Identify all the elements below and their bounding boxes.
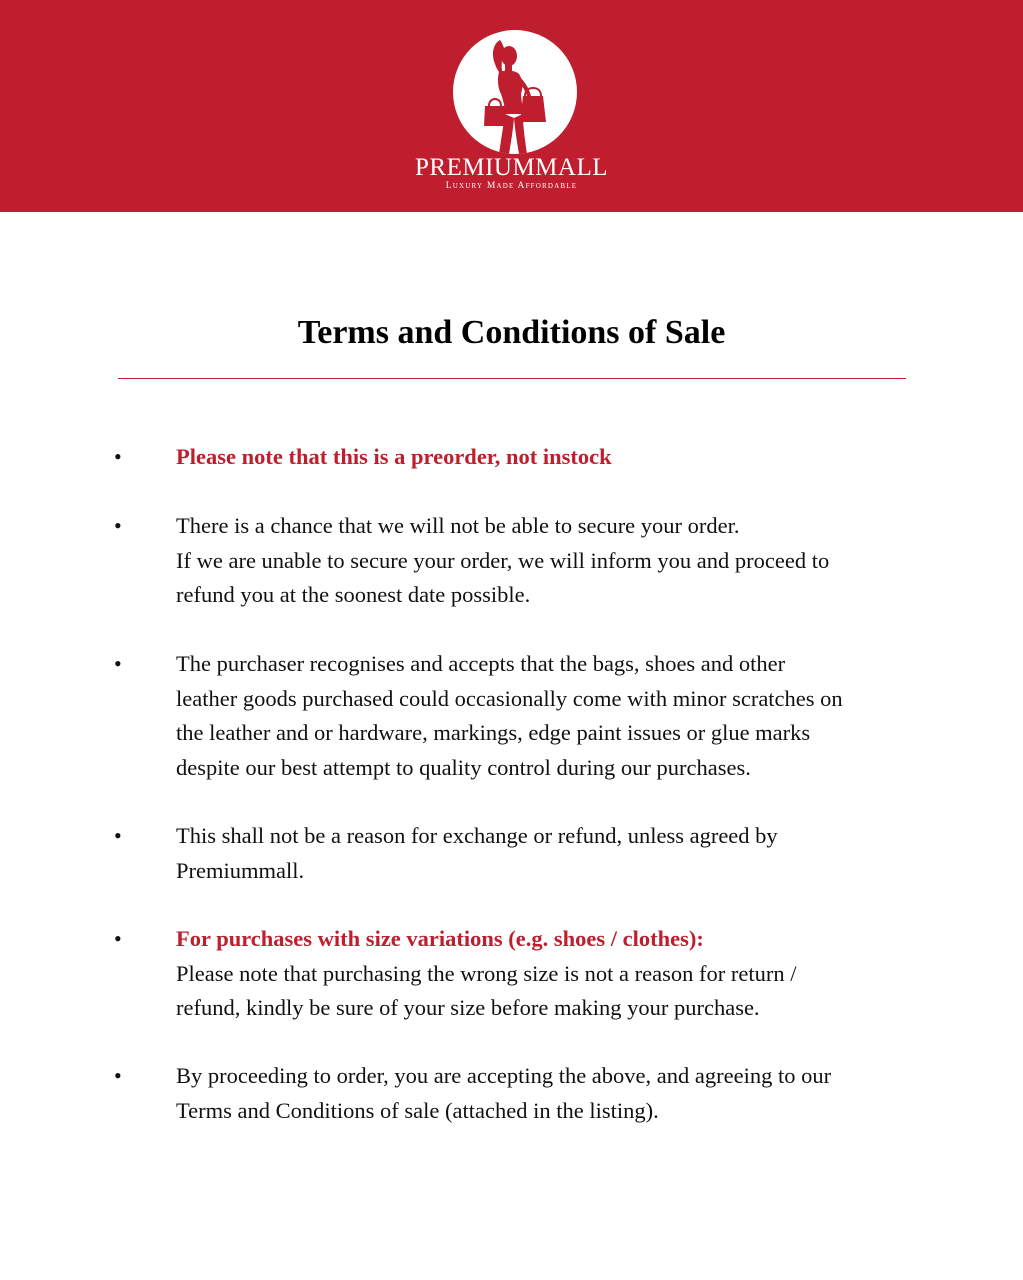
term-text [176,440,936,475]
term-line: leather goods purchased could occasionally come with minor scratches on [176,685,843,711]
term-text [176,922,936,1026]
bullet-icon: • [114,823,122,848]
brand-name: PREMIUMMALL [414,154,608,181]
title-divider [118,378,906,379]
term-text [176,509,936,613]
term-line: By proceeding to order, you are accepting the above, and agreeing to our [176,1063,832,1088]
term-line: There is a chance that we will not be able to secure your order. [176,513,740,538]
bullet-icon: • [114,926,122,951]
term-text [176,647,936,785]
term-line: Premiummall. [176,857,305,883]
term-line: despite our best attempt to quality control during our purchases. [176,754,751,780]
term-text [176,1059,936,1128]
term-line: refund, kindly be sure of your size before making your purchase. [176,995,760,1020]
brand-logo [453,30,577,154]
shopper-woman-icon [453,30,577,154]
brand-tagline: Luxury Made Affordable [445,181,578,191]
term-line: Please note that purchasing the wrong size is not a reason for return / [176,960,797,986]
term-line: the leather and or hardware, markings, edge paint issues or glue marks [176,720,811,745]
bullet-icon: • [114,513,122,538]
bullet-icon: • [114,651,122,676]
term-text [176,819,936,888]
term-line: If we are unable to secure your order, we will inform you and proceed to [176,547,830,573]
bullet-icon: • [114,444,122,469]
brand-header [0,0,1023,212]
bullet-icon: • [114,1063,122,1088]
term-emphasis: For purchases with size variations (e.g. shoes / clothes): [176,926,704,951]
term-emphasis: Please note that this is a preorder, not instock [176,444,612,469]
term-line: The purchaser recognises and accepts that the bags, shoes and other [176,651,786,676]
page-title: Terms and Conditions of Sale [297,314,726,351]
term-line: This shall not be a reason for exchange or refund, unless agreed by [176,823,778,848]
term-line: Terms and Conditions of sale (attached in the listing). [176,1097,659,1123]
term-line: refund you at the soonest date possible. [176,582,531,607]
